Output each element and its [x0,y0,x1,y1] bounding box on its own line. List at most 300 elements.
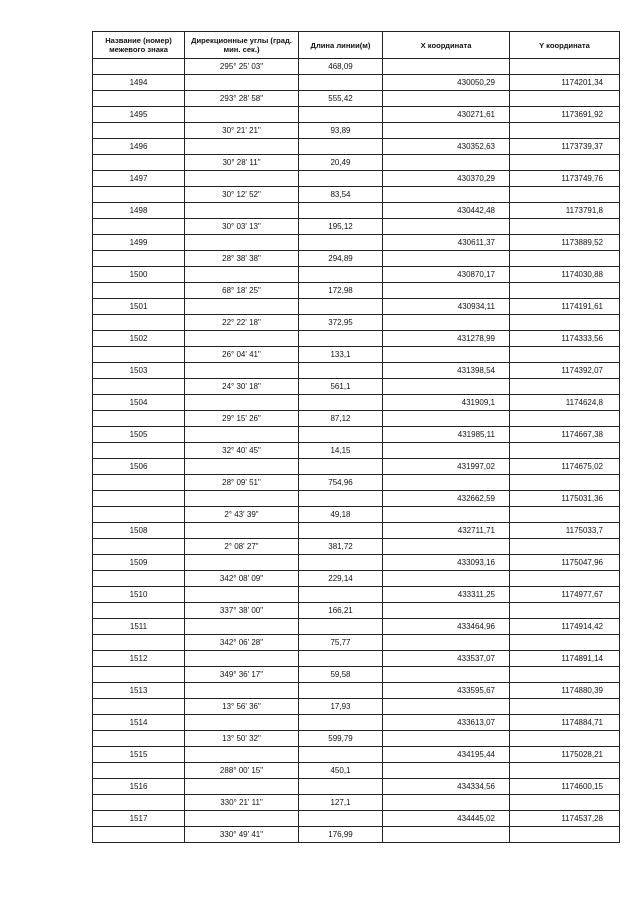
cell-x-coordinate: 434334,56 [383,779,510,795]
cell-line-length: 561,1 [299,379,383,395]
cell-x-coordinate [383,283,510,299]
cell-y-coordinate: 1174191,61 [510,299,620,315]
cell-y-coordinate: 1174537,28 [510,811,620,827]
cell-mark-name [93,539,185,555]
table-row-line-segment [93,315,620,331]
cell-directional-angle [185,75,299,91]
header-directional-angle: Дирекционные углы (град. мин. сек.) [185,32,299,59]
boundary-coordinates-table [92,31,620,843]
cell-line-length [299,651,383,667]
cell-x-coordinate: 431398,54 [383,363,510,379]
cell-y-coordinate [510,155,620,171]
cell-line-length: 372,95 [299,315,383,331]
cell-directional-angle [185,779,299,795]
cell-directional-angle: 24° 30' 18" [185,379,299,395]
cell-y-coordinate: 1174884,71 [510,715,620,731]
cell-directional-angle [185,395,299,411]
table-row-boundary-point [93,203,620,219]
cell-directional-angle: 30° 03' 13" [185,219,299,235]
table-row-line-segment [93,795,620,811]
cell-directional-angle: 68° 18' 25" [185,283,299,299]
cell-x-coordinate: 430370,29 [383,171,510,187]
cell-mark-name [93,315,185,331]
table-row-line-segment [93,59,620,75]
cell-line-length: 133,1 [299,347,383,363]
cell-directional-angle [185,267,299,283]
cell-line-length: 176,99 [299,827,383,843]
cell-directional-angle: 342° 06' 28" [185,635,299,651]
cell-line-length [299,491,383,507]
cell-line-length: 450,1 [299,763,383,779]
cell-mark-name: 1514 [93,715,185,731]
cell-mark-name [93,635,185,651]
cell-line-length: 49,18 [299,507,383,523]
cell-directional-angle [185,331,299,347]
cell-y-coordinate: 1174914,42 [510,619,620,635]
table-row-boundary-point [93,331,620,347]
cell-y-coordinate [510,795,620,811]
table-row-boundary-point [93,139,620,155]
cell-x-coordinate [383,699,510,715]
cell-y-coordinate [510,347,620,363]
cell-x-coordinate: 433093,16 [383,555,510,571]
cell-x-coordinate [383,539,510,555]
cell-x-coordinate: 430352,63 [383,139,510,155]
cell-directional-angle: 28° 38' 38" [185,251,299,267]
cell-y-coordinate [510,443,620,459]
cell-y-coordinate [510,603,620,619]
table-row-line-segment [93,539,620,555]
cell-x-coordinate [383,123,510,139]
cell-mark-name [93,571,185,587]
cell-x-coordinate [383,251,510,267]
cell-mark-name: 1516 [93,779,185,795]
cell-mark-name: 1502 [93,331,185,347]
table-row-line-segment [93,283,620,299]
cell-directional-angle: 293° 28' 58" [185,91,299,107]
cell-x-coordinate [383,667,510,683]
cell-mark-name: 1504 [93,395,185,411]
cell-directional-angle: 295° 25' 03" [185,59,299,75]
table-row-line-segment [93,507,620,523]
cell-directional-angle [185,811,299,827]
cell-line-length [299,139,383,155]
cell-line-length [299,75,383,91]
cell-line-length [299,459,383,475]
cell-line-length: 20,49 [299,155,383,171]
table-row-line-segment [93,411,620,427]
cell-y-coordinate: 1175031,36 [510,491,620,507]
cell-mark-name [93,283,185,299]
cell-line-length [299,619,383,635]
cell-line-length [299,299,383,315]
table-body [93,59,620,843]
cell-mark-name: 1495 [93,107,185,123]
cell-y-coordinate: 1175033,7 [510,523,620,539]
header-x-coordinate: X координата [383,32,510,59]
table-row-boundary-point [93,363,620,379]
table-row-boundary-point [93,715,620,731]
cell-x-coordinate: 433613,07 [383,715,510,731]
table-row-line-segment [93,123,620,139]
cell-mark-name [93,731,185,747]
cell-mark-name [93,347,185,363]
cell-x-coordinate: 433464,96 [383,619,510,635]
cell-line-length: 93,89 [299,123,383,139]
cell-mark-name: 1496 [93,139,185,155]
cell-directional-angle: 30° 12' 52" [185,187,299,203]
cell-y-coordinate [510,475,620,491]
cell-directional-angle [185,171,299,187]
cell-mark-name: 1510 [93,587,185,603]
cell-mark-name: 1499 [93,235,185,251]
cell-mark-name: 1512 [93,651,185,667]
cell-directional-angle [185,747,299,763]
cell-line-length: 127,1 [299,795,383,811]
cell-x-coordinate [383,827,510,843]
cell-y-coordinate: 1174600,15 [510,779,620,795]
cell-directional-angle: 2° 43' 39" [185,507,299,523]
cell-line-length [299,747,383,763]
cell-mark-name: 1517 [93,811,185,827]
cell-mark-name [93,667,185,683]
cell-mark-name: 1498 [93,203,185,219]
cell-x-coordinate: 431278,99 [383,331,510,347]
cell-line-length [299,331,383,347]
cell-x-coordinate [383,155,510,171]
cell-y-coordinate: 1174624,8 [510,395,620,411]
cell-line-length: 59,58 [299,667,383,683]
table-row-line-segment [93,571,620,587]
table-row-boundary-point [93,779,620,795]
cell-x-coordinate [383,731,510,747]
cell-y-coordinate: 1174977,67 [510,587,620,603]
cell-mark-name: 1505 [93,427,185,443]
cell-x-coordinate: 434195,44 [383,747,510,763]
table-row-line-segment [93,699,620,715]
cell-directional-angle [185,107,299,123]
cell-line-length [299,363,383,379]
cell-directional-angle: 342° 08' 09" [185,571,299,587]
cell-y-coordinate: 1174675,02 [510,459,620,475]
cell-y-coordinate: 1174333,56 [510,331,620,347]
cell-x-coordinate [383,635,510,651]
cell-x-coordinate: 432662,59 [383,491,510,507]
table-row-line-segment [93,443,620,459]
cell-directional-angle [185,683,299,699]
cell-line-length: 229,14 [299,571,383,587]
table-row-line-segment [93,763,620,779]
cell-line-length: 17,93 [299,699,383,715]
table-row-line-segment [93,827,620,843]
cell-line-length [299,779,383,795]
header-boundary-mark-name: Название (номер) межевого знака [93,32,185,59]
cell-x-coordinate: 433537,07 [383,651,510,667]
cell-x-coordinate: 432711,71 [383,523,510,539]
cell-directional-angle [185,363,299,379]
cell-y-coordinate: 1174667,38 [510,427,620,443]
cell-directional-angle [185,427,299,443]
table-header-row [93,32,620,59]
table-row-boundary-point [93,427,620,443]
cell-y-coordinate: 1174030,88 [510,267,620,283]
cell-mark-name [93,603,185,619]
cell-directional-angle: 30° 28' 11" [185,155,299,171]
cell-directional-angle: 330° 21' 11" [185,795,299,811]
cell-mark-name [93,251,185,267]
cell-mark-name [93,59,185,75]
cell-directional-angle: 2° 08' 27" [185,539,299,555]
cell-mark-name [93,411,185,427]
cell-mark-name [93,507,185,523]
cell-line-length: 83,54 [299,187,383,203]
table-row-boundary-point [93,299,620,315]
cell-directional-angle: 29° 15' 26" [185,411,299,427]
cell-y-coordinate [510,571,620,587]
cell-mark-name: 1511 [93,619,185,635]
cell-x-coordinate: 431909,1 [383,395,510,411]
table-row-line-segment [93,379,620,395]
cell-directional-angle [185,523,299,539]
cell-y-coordinate [510,827,620,843]
cell-x-coordinate [383,379,510,395]
cell-directional-angle [185,651,299,667]
cell-directional-angle: 13° 50' 32" [185,731,299,747]
cell-line-length [299,811,383,827]
cell-line-length: 195,12 [299,219,383,235]
cell-y-coordinate [510,763,620,779]
cell-mark-name [93,155,185,171]
cell-y-coordinate [510,219,620,235]
table-row-line-segment [93,187,620,203]
cell-y-coordinate: 1174880,39 [510,683,620,699]
cell-y-coordinate: 1175047,96 [510,555,620,571]
table-row-boundary-point [93,267,620,283]
table-row-line-segment [93,475,620,491]
cell-x-coordinate: 433311,25 [383,587,510,603]
cell-y-coordinate: 1173691,92 [510,107,620,123]
table-row-boundary-point [93,683,620,699]
table-row-line-segment [93,667,620,683]
table-row-boundary-point [93,75,620,91]
cell-x-coordinate: 431985,11 [383,427,510,443]
cell-line-length [299,555,383,571]
cell-directional-angle: 26° 04' 41" [185,347,299,363]
table-row-line-segment [93,731,620,747]
cell-x-coordinate: 430442,48 [383,203,510,219]
cell-x-coordinate: 430870,17 [383,267,510,283]
cell-directional-angle: 330° 49' 41" [185,827,299,843]
cell-y-coordinate: 1174891,14 [510,651,620,667]
cell-x-coordinate [383,475,510,491]
cell-mark-name: 1503 [93,363,185,379]
table-row-line-segment [93,91,620,107]
cell-mark-name: 1513 [93,683,185,699]
cell-line-length [299,235,383,251]
cell-x-coordinate [383,411,510,427]
table-row-boundary-point [93,491,620,507]
cell-x-coordinate: 434445,02 [383,811,510,827]
cell-y-coordinate: 1174392,07 [510,363,620,379]
cell-mark-name [93,91,185,107]
cell-line-length: 75,77 [299,635,383,651]
cell-directional-angle: 28° 09' 51" [185,475,299,491]
table-row-boundary-point [93,619,620,635]
cell-directional-angle: 30° 21' 21" [185,123,299,139]
cell-y-coordinate [510,283,620,299]
cell-mark-name [93,187,185,203]
cell-mark-name: 1515 [93,747,185,763]
cell-directional-angle: 32° 40' 45" [185,443,299,459]
table-row-line-segment [93,603,620,619]
cell-directional-angle [185,491,299,507]
cell-y-coordinate: 1173889,52 [510,235,620,251]
table-row-boundary-point [93,107,620,123]
cell-y-coordinate: 1173791,8 [510,203,620,219]
cell-y-coordinate [510,315,620,331]
cell-y-coordinate [510,699,620,715]
table-row-boundary-point [93,523,620,539]
cell-line-length: 468,09 [299,59,383,75]
cell-x-coordinate: 430050,29 [383,75,510,91]
cell-mark-name [93,763,185,779]
cell-line-length [299,587,383,603]
cell-x-coordinate: 433595,67 [383,683,510,699]
cell-mark-name [93,491,185,507]
cell-mark-name: 1506 [93,459,185,475]
cell-y-coordinate [510,731,620,747]
cell-x-coordinate [383,219,510,235]
table-row-boundary-point [93,811,620,827]
cell-x-coordinate [383,603,510,619]
cell-y-coordinate [510,91,620,107]
cell-directional-angle [185,139,299,155]
cell-y-coordinate [510,123,620,139]
cell-directional-angle [185,459,299,475]
table-row-boundary-point [93,459,620,475]
cell-mark-name: 1494 [93,75,185,91]
table-row-boundary-point [93,395,620,411]
cell-y-coordinate: 1173749,76 [510,171,620,187]
cell-line-length: 87,12 [299,411,383,427]
cell-line-length [299,523,383,539]
cell-directional-angle: 288° 00' 15" [185,763,299,779]
table-row-boundary-point [93,555,620,571]
cell-y-coordinate [510,251,620,267]
cell-directional-angle [185,235,299,251]
header-y-coordinate: Y координата [510,32,620,59]
cell-directional-angle: 349° 36' 17" [185,667,299,683]
cell-y-coordinate [510,379,620,395]
table-row-line-segment [93,347,620,363]
cell-directional-angle: 337° 38' 00" [185,603,299,619]
cell-line-length [299,267,383,283]
table-row-boundary-point [93,651,620,667]
cell-directional-angle [185,203,299,219]
cell-line-length: 754,96 [299,475,383,491]
cell-mark-name [93,443,185,459]
cell-directional-angle [185,715,299,731]
cell-y-coordinate [510,187,620,203]
cell-line-length [299,203,383,219]
cell-directional-angle [185,299,299,315]
cell-line-length: 555,42 [299,91,383,107]
cell-mark-name: 1500 [93,267,185,283]
cell-x-coordinate [383,571,510,587]
cell-x-coordinate [383,763,510,779]
table-row-boundary-point [93,587,620,603]
cell-line-length [299,427,383,443]
cell-y-coordinate [510,411,620,427]
cell-x-coordinate: 430934,11 [383,299,510,315]
table-row-boundary-point [93,235,620,251]
cell-mark-name: 1509 [93,555,185,571]
cell-line-length [299,171,383,187]
table-row-line-segment [93,635,620,651]
cell-mark-name [93,827,185,843]
table-row-line-segment [93,251,620,267]
cell-mark-name [93,699,185,715]
cell-mark-name: 1508 [93,523,185,539]
cell-y-coordinate: 1175028,21 [510,747,620,763]
cell-line-length [299,715,383,731]
cell-mark-name: 1501 [93,299,185,315]
cell-x-coordinate: 430611,37 [383,235,510,251]
table-row-boundary-point [93,747,620,763]
cell-x-coordinate [383,91,510,107]
cell-x-coordinate [383,507,510,523]
cell-directional-angle: 22° 22' 18" [185,315,299,331]
cell-line-length [299,395,383,411]
table-row-line-segment [93,155,620,171]
cell-x-coordinate: 431997,02 [383,459,510,475]
cell-line-length: 172,98 [299,283,383,299]
table-row-line-segment [93,219,620,235]
cell-y-coordinate [510,507,620,523]
cell-directional-angle [185,555,299,571]
cell-line-length: 294,89 [299,251,383,267]
boundary-coordinates-document [92,31,619,843]
cell-line-length: 381,72 [299,539,383,555]
cell-y-coordinate [510,539,620,555]
cell-line-length: 14,15 [299,443,383,459]
header-line-length: Длина линии(м) [299,32,383,59]
table-row-boundary-point [93,171,620,187]
cell-line-length [299,683,383,699]
cell-mark-name [93,475,185,491]
cell-x-coordinate [383,443,510,459]
cell-mark-name [93,795,185,811]
cell-x-coordinate [383,795,510,811]
cell-y-coordinate: 1174201,34 [510,75,620,91]
cell-x-coordinate [383,315,510,331]
cell-y-coordinate [510,59,620,75]
cell-mark-name [93,219,185,235]
cell-y-coordinate: 1173739,37 [510,139,620,155]
cell-y-coordinate [510,667,620,683]
cell-directional-angle [185,587,299,603]
cell-x-coordinate: 430271,61 [383,107,510,123]
cell-line-length: 599,79 [299,731,383,747]
cell-x-coordinate [383,187,510,203]
cell-y-coordinate [510,635,620,651]
cell-line-length [299,107,383,123]
cell-mark-name: 1497 [93,171,185,187]
cell-x-coordinate [383,347,510,363]
cell-mark-name [93,379,185,395]
cell-x-coordinate [383,59,510,75]
cell-mark-name [93,123,185,139]
